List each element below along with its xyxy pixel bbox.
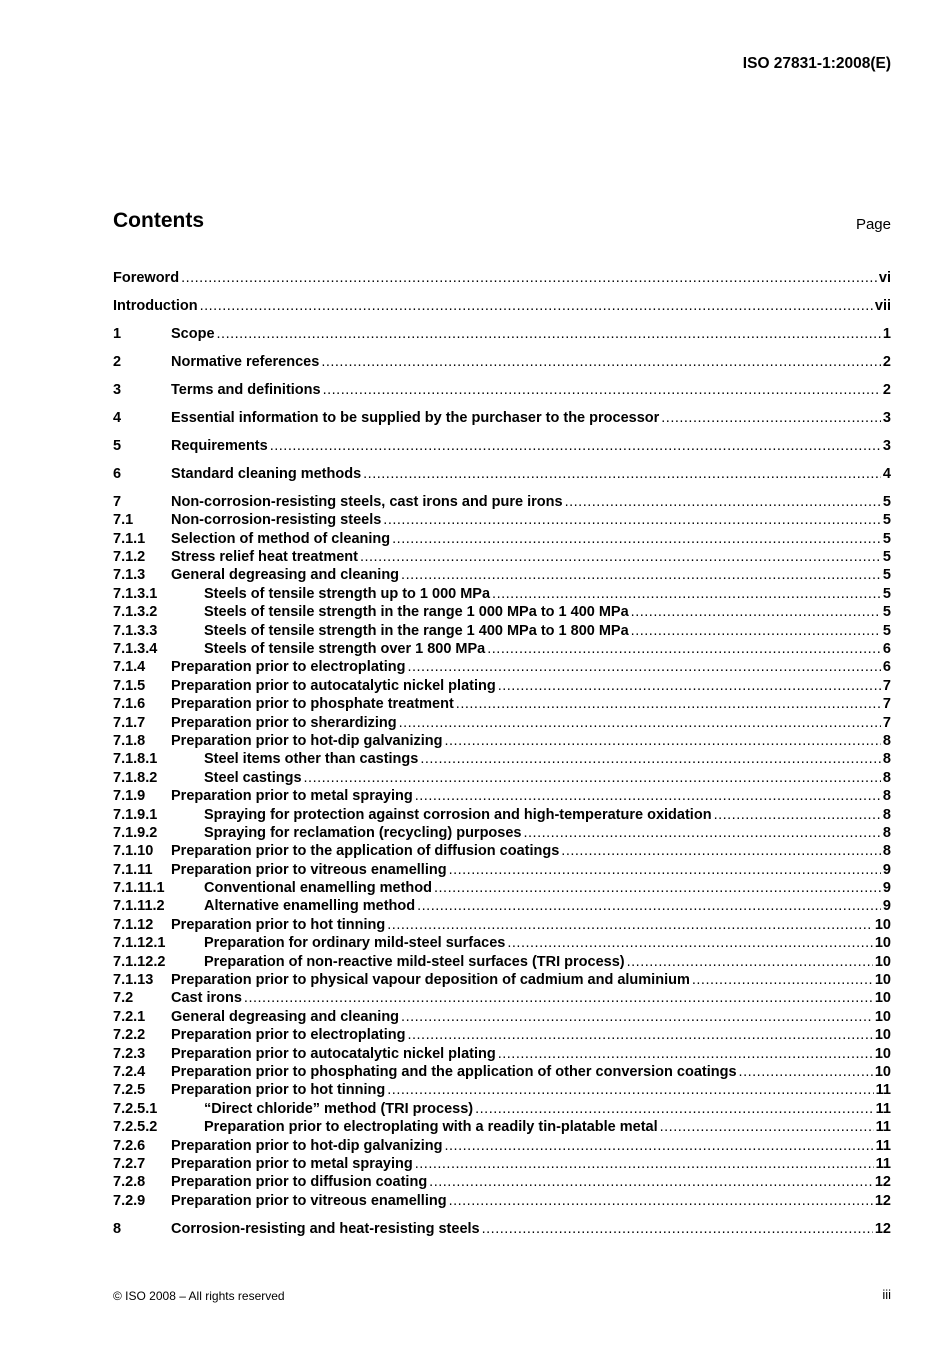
toc-entry-page: 8 [882, 788, 891, 805]
toc-entry-page: 6 [882, 641, 891, 657]
dot-leader [401, 1008, 873, 1026]
toc-entry-number: 7.1.9.2 [113, 824, 158, 841]
toc-entry-number: 7.1.5 [113, 677, 146, 694]
toc-entry-number: 5 [113, 437, 122, 454]
toc-entry-page: 10 [874, 916, 891, 933]
toc-entry-number: 7.1.8.2 [113, 769, 158, 786]
toc-entry-title: Preparation prior to autocatalytic nickel plating [171, 677, 496, 694]
toc-entry-page: 10 [874, 1063, 891, 1080]
toc-entry[interactable] [113, 437, 891, 455]
toc-entry[interactable] [113, 658, 891, 676]
toc-entry-title: General degreasing and cleaning [171, 1008, 400, 1025]
toc-entry-number: 7.1.10 [113, 843, 154, 860]
toc-entry[interactable] [113, 806, 891, 824]
toc-entry-page: 10 [874, 1045, 891, 1062]
toc-entry-title: Steels of tensile strength up to 1 000 MPa [204, 585, 491, 602]
dot-leader [399, 714, 881, 732]
toc-entry[interactable] [113, 934, 891, 952]
toc-entry-title: Alternative enamelling method [204, 898, 416, 915]
toc-entry-page: 10 [874, 1008, 891, 1025]
toc-entry-title: Preparation prior to hot-dip galvanizing [171, 732, 443, 749]
toc-entry-title: Conventional enamelling method [204, 880, 432, 897]
document-id: ISO 27831-1:2008(E) [742, 55, 891, 72]
toc-entry-number: 7 [113, 493, 122, 510]
toc-entry-number: 7.1.3.3 [113, 622, 158, 639]
toc-entry-title: Standard cleaning methods [171, 465, 362, 482]
toc-entry-page: 12 [874, 1174, 891, 1191]
toc-entry[interactable] [113, 1192, 891, 1210]
toc-entry-page: 5 [882, 549, 891, 566]
toc-entry-number: 7.1.7 [113, 714, 146, 731]
toc-entry-title: Introduction [113, 297, 198, 314]
toc-entry-page: 8 [882, 843, 891, 860]
dot-leader [415, 787, 881, 805]
toc-entry-number: 7.2.8 [113, 1174, 146, 1191]
toc-entry-number: 7.1.9.1 [113, 806, 158, 823]
dot-leader [321, 353, 881, 371]
toc-entry[interactable] [113, 971, 891, 989]
toc-entry[interactable] [113, 989, 891, 1007]
toc-entry-number: 7.1.12 [113, 916, 154, 933]
dot-leader [627, 953, 873, 971]
toc-entry[interactable] [113, 1118, 891, 1136]
toc-entry-page: 8 [882, 732, 891, 749]
toc-entry[interactable] [113, 1063, 891, 1081]
dot-leader [487, 640, 881, 658]
toc-entry-page: 7 [882, 696, 891, 713]
copyright-notice: © ISO 2008 – All rights reserved [113, 1289, 285, 1303]
toc-entry-title: Preparation prior to electroplating [171, 659, 406, 676]
toc-entry-number: 7.1.11.2 [113, 898, 165, 915]
toc-entry-number: 3 [113, 381, 122, 398]
dot-leader [429, 1173, 873, 1191]
toc-entry[interactable] [113, 1155, 891, 1173]
dot-leader [383, 511, 881, 529]
toc-entry[interactable] [113, 695, 891, 713]
toc-entry-title: Steels of tensile strength over 1 800 MPa [204, 641, 486, 657]
toc-entry-page: 5 [882, 530, 891, 547]
toc-entry-page: 5 [882, 493, 891, 510]
toc-entry-page: 11 [875, 1119, 891, 1136]
toc-entry-page: 8 [882, 769, 891, 786]
toc-entry-page: 7 [882, 714, 891, 731]
toc-entry-page: 9 [882, 861, 891, 878]
dot-leader [692, 971, 873, 989]
toc-entry-number: 7.2.4 [113, 1063, 146, 1080]
page-column-label: Page [855, 216, 891, 233]
toc-entry-title: Normative references [171, 353, 320, 370]
toc-entry-page: 5 [882, 512, 891, 529]
dot-leader [244, 989, 873, 1007]
toc-entry-page: 6 [882, 659, 891, 676]
toc-entry-page: 1 [882, 325, 891, 342]
dot-leader [217, 325, 881, 343]
toc-entry-title: Preparation prior to hot tinning [171, 916, 386, 933]
toc-entry-title: Preparation of non-reactive mild-steel surfaces (TRI process) [204, 953, 625, 970]
table-of-contents [113, 269, 891, 1238]
toc-entry-title: Preparation prior to vitreous enamelling [171, 861, 447, 878]
toc-entry-number: 7.2.9 [113, 1192, 146, 1209]
dot-leader [631, 622, 881, 640]
toc-entry[interactable] [113, 1100, 891, 1118]
toc-entry-page: 12 [874, 1220, 891, 1237]
toc-entry[interactable] [113, 824, 891, 842]
toc-entry[interactable] [113, 1026, 891, 1044]
toc-entry-title: Foreword [113, 270, 180, 286]
dot-leader [434, 879, 881, 897]
toc-entry-title: Preparation prior to metal spraying [171, 788, 413, 805]
dot-leader [200, 297, 873, 315]
dot-leader [417, 897, 881, 915]
dot-leader [407, 1026, 872, 1044]
toc-entry-page: 5 [882, 585, 891, 602]
toc-entry-title: Stress relief heat treatment [171, 549, 358, 566]
toc-entry-title: Spraying for reclamation (recycling) purposes [204, 824, 522, 841]
toc-entry-page: 8 [882, 824, 891, 841]
toc-entry-page: 5 [882, 604, 891, 621]
toc-entry-page: 5 [882, 567, 891, 584]
toc-entry-number: 7.1.11.1 [113, 880, 165, 897]
toc-entry-title: Preparation prior to phosphate treatment [171, 696, 454, 713]
dot-leader [498, 677, 881, 695]
toc-entry[interactable] [113, 714, 891, 732]
toc-entry-number: 1 [113, 325, 122, 342]
toc-entry-page: 8 [882, 751, 891, 768]
toc-entry-page: 2 [882, 353, 891, 370]
dot-leader [407, 658, 880, 676]
toc-entry-number: 7.1.8.1 [113, 751, 158, 768]
toc-entry[interactable] [113, 1137, 891, 1155]
contents-heading: Contents [113, 209, 204, 232]
toc-entry-number: 7.1.12.2 [113, 953, 166, 970]
toc-entry-number: 7.2.5 [113, 1082, 146, 1099]
toc-entry[interactable] [113, 861, 891, 879]
dot-leader [561, 842, 881, 860]
toc-entry[interactable] [113, 897, 891, 915]
toc-entry[interactable] [113, 842, 891, 860]
toc-entry-title: Preparation prior to vitreous enamelling [171, 1192, 447, 1209]
dot-leader [456, 695, 881, 713]
toc-entry-page: 8 [882, 806, 891, 823]
toc-entry-page: 10 [874, 990, 891, 1007]
toc-entry-title: Steels of tensile strength in the range 1 000 MPa to 1 400 MPa [204, 604, 629, 621]
toc-entry-title: “Direct chloride” method (TRI process) [204, 1100, 474, 1117]
toc-entry-title: Preparation prior to diffusion coating [171, 1174, 428, 1191]
toc-entry-number: 7.1.11 [113, 861, 153, 878]
dot-leader [475, 1100, 874, 1118]
toc-entry[interactable] [113, 269, 891, 287]
toc-entry[interactable] [113, 381, 891, 399]
toc-entry-title: Requirements [171, 437, 268, 454]
dot-leader [631, 603, 881, 621]
dot-leader [449, 861, 881, 879]
toc-entry[interactable] [113, 1008, 891, 1026]
toc-entry-page: 3 [882, 437, 891, 454]
toc-entry-number: 7.1.1 [113, 530, 146, 547]
dot-leader [360, 548, 881, 566]
toc-entry-page: 11 [875, 1100, 891, 1117]
dot-leader [363, 465, 881, 483]
toc-entry-page: 10 [874, 972, 891, 989]
toc-entry[interactable] [113, 566, 891, 584]
toc-entry-title: Preparation prior to electroplating with a readily tin-platable metal [204, 1119, 658, 1136]
toc-entry-title: Preparation prior to sherardizing [171, 714, 397, 731]
dot-leader [714, 806, 881, 824]
dot-leader [420, 750, 881, 768]
dot-leader [401, 566, 881, 584]
toc-entry[interactable] [113, 353, 891, 371]
toc-entry-number: 4 [113, 409, 122, 426]
dot-leader [387, 916, 873, 934]
toc-entry-title: Preparation prior to phosphating and the application of other conversion coatings [171, 1063, 737, 1080]
toc-entry-title: Steels of tensile strength in the range 1 400 MPa to 1 800 MPa [204, 622, 629, 639]
toc-entry-title: Corrosion-resisting and heat-resisting steels [171, 1220, 480, 1237]
toc-entry-page: 12 [874, 1192, 891, 1209]
toc-entry-number: 7.2.3 [113, 1045, 146, 1062]
toc-entry-title: Preparation prior to hot tinning [171, 1082, 386, 1099]
toc-entry-title: Scope [171, 325, 215, 342]
toc-entry-number: 7.2.5.2 [113, 1119, 158, 1136]
toc-entry-title: Cast irons [171, 990, 242, 1007]
toc-entry-title: General degreasing and cleaning [171, 567, 400, 584]
toc-entry[interactable] [113, 879, 891, 897]
dot-leader [449, 1192, 873, 1210]
toc-entry-number: 7.1.6 [113, 696, 146, 713]
toc-entry-number: 7.1.3.4 [113, 641, 158, 657]
dot-leader [444, 732, 880, 750]
toc-entry-title: Preparation prior to hot-dip galvanizing [171, 1137, 443, 1154]
toc-entry[interactable] [113, 640, 891, 658]
dot-leader [660, 1118, 874, 1136]
toc-entry-page: 5 [882, 622, 891, 639]
toc-entry-number: 7.2.2 [113, 1027, 146, 1044]
toc-entry[interactable] [113, 1045, 891, 1063]
dot-leader [304, 769, 881, 787]
dot-leader [387, 1081, 873, 1099]
dot-leader [323, 381, 881, 399]
toc-entry-title: Preparation for ordinary mild-steel surfaces [204, 935, 506, 952]
toc-entry[interactable] [113, 530, 891, 548]
toc-entry-number: 8 [113, 1220, 122, 1237]
toc-entry[interactable] [113, 622, 891, 640]
toc-entry-title: Terms and definitions [171, 381, 321, 398]
toc-entry[interactable] [113, 511, 891, 529]
toc-entry[interactable] [113, 1081, 891, 1099]
toc-entry-page: 11 [875, 1155, 891, 1172]
toc-entry[interactable] [113, 603, 891, 621]
dot-leader [565, 493, 881, 511]
toc-entry-number: 7.2.6 [113, 1137, 146, 1154]
toc-entry[interactable] [113, 1173, 891, 1191]
toc-entry-title: Essential information to be supplied by the purchaser to the processor [171, 409, 660, 426]
toc-entry[interactable] [113, 750, 891, 768]
toc-entry[interactable] [113, 585, 891, 603]
dot-leader [523, 824, 880, 842]
toc-entry-title: Preparation prior to the application of diffusion coatings [171, 843, 560, 860]
toc-entry-page: vii [874, 297, 891, 314]
toc-entry-page: 10 [874, 1027, 891, 1044]
toc-entry-number: 7.1.13 [113, 972, 154, 989]
toc-entry-title: Preparation prior to autocatalytic nickel plating [171, 1045, 496, 1062]
toc-entry-title: Selection of method of cleaning [171, 530, 391, 547]
dot-leader [661, 409, 881, 427]
toc-entry-number: 7.1.4 [113, 659, 146, 676]
toc-entry-number: 7.2 [113, 990, 134, 1007]
toc-entry-page: 9 [882, 898, 891, 915]
toc-entry-number: 7.1.2 [113, 549, 146, 566]
toc-entry[interactable] [113, 787, 891, 805]
toc-entry-number: 6 [113, 465, 122, 482]
dot-leader [739, 1063, 873, 1081]
toc-entry-number: 2 [113, 353, 122, 370]
dot-leader [507, 934, 872, 952]
toc-entry-title: Spraying for protection against corrosion and high-temperature oxidation [204, 806, 712, 823]
dot-leader [270, 437, 881, 455]
toc-entry-number: 7.1.3 [113, 567, 146, 584]
toc-entry-title: Steel items other than castings [204, 751, 419, 768]
toc-entry-page: 7 [882, 677, 891, 694]
toc-entry-number: 7.2.7 [113, 1155, 146, 1172]
toc-entry[interactable] [113, 732, 891, 750]
toc-entry-page: 10 [874, 935, 891, 952]
toc-entry-page: 11 [875, 1137, 891, 1154]
toc-entry-number: 7.2.1 [113, 1008, 146, 1025]
page-number: iii [882, 1287, 891, 1302]
toc-entry[interactable] [113, 953, 891, 971]
toc-entry[interactable] [113, 1220, 891, 1238]
toc-entry-page: 2 [882, 381, 891, 398]
toc-entry[interactable] [113, 297, 891, 315]
toc-entry[interactable] [113, 493, 891, 511]
toc-entry-number: 7.1.9 [113, 788, 146, 805]
toc-entry-page: 10 [874, 953, 891, 970]
toc-entry[interactable] [113, 548, 891, 566]
toc-entry-page: 4 [882, 465, 891, 482]
toc-entry-title: Steel castings [204, 769, 302, 786]
dot-leader [492, 585, 881, 603]
toc-entry[interactable] [113, 325, 891, 343]
dot-leader [415, 1155, 874, 1173]
dot-leader [498, 1045, 873, 1063]
toc-entry[interactable] [113, 409, 891, 427]
toc-entry[interactable] [113, 465, 891, 483]
dot-leader [444, 1137, 873, 1155]
toc-entry-page: vi [878, 270, 891, 286]
toc-entry-page: 9 [882, 880, 891, 897]
toc-entry-number: 7.1.3.2 [113, 604, 158, 621]
toc-entry-title: Preparation prior to metal spraying [171, 1155, 413, 1172]
toc-entry-number: 7.1.8 [113, 732, 146, 749]
toc-entry-title: Preparation prior to physical vapour deposition of cadmium and aluminium [171, 972, 690, 989]
toc-entry-page: 3 [882, 409, 891, 426]
toc-entry-page: 11 [875, 1082, 891, 1099]
toc-entry-number: 7.1 [113, 512, 134, 529]
dot-leader [181, 269, 877, 287]
toc-entry-number: 7.2.5.1 [113, 1100, 158, 1117]
toc-entry-number: 7.1.3.1 [113, 585, 158, 602]
toc-entry-title: Non-corrosion-resisting steels, cast irons and pure irons [171, 493, 563, 510]
toc-entry-number: 7.1.12.1 [113, 935, 166, 952]
toc-entry[interactable] [113, 677, 891, 695]
toc-entry-title: Preparation prior to electroplating [171, 1027, 406, 1044]
toc-entry-title: Non-corrosion-resisting steels [171, 512, 382, 529]
dot-leader [482, 1220, 873, 1238]
toc-entry[interactable] [113, 769, 891, 787]
toc-entry[interactable] [113, 916, 891, 934]
dot-leader [392, 530, 881, 548]
